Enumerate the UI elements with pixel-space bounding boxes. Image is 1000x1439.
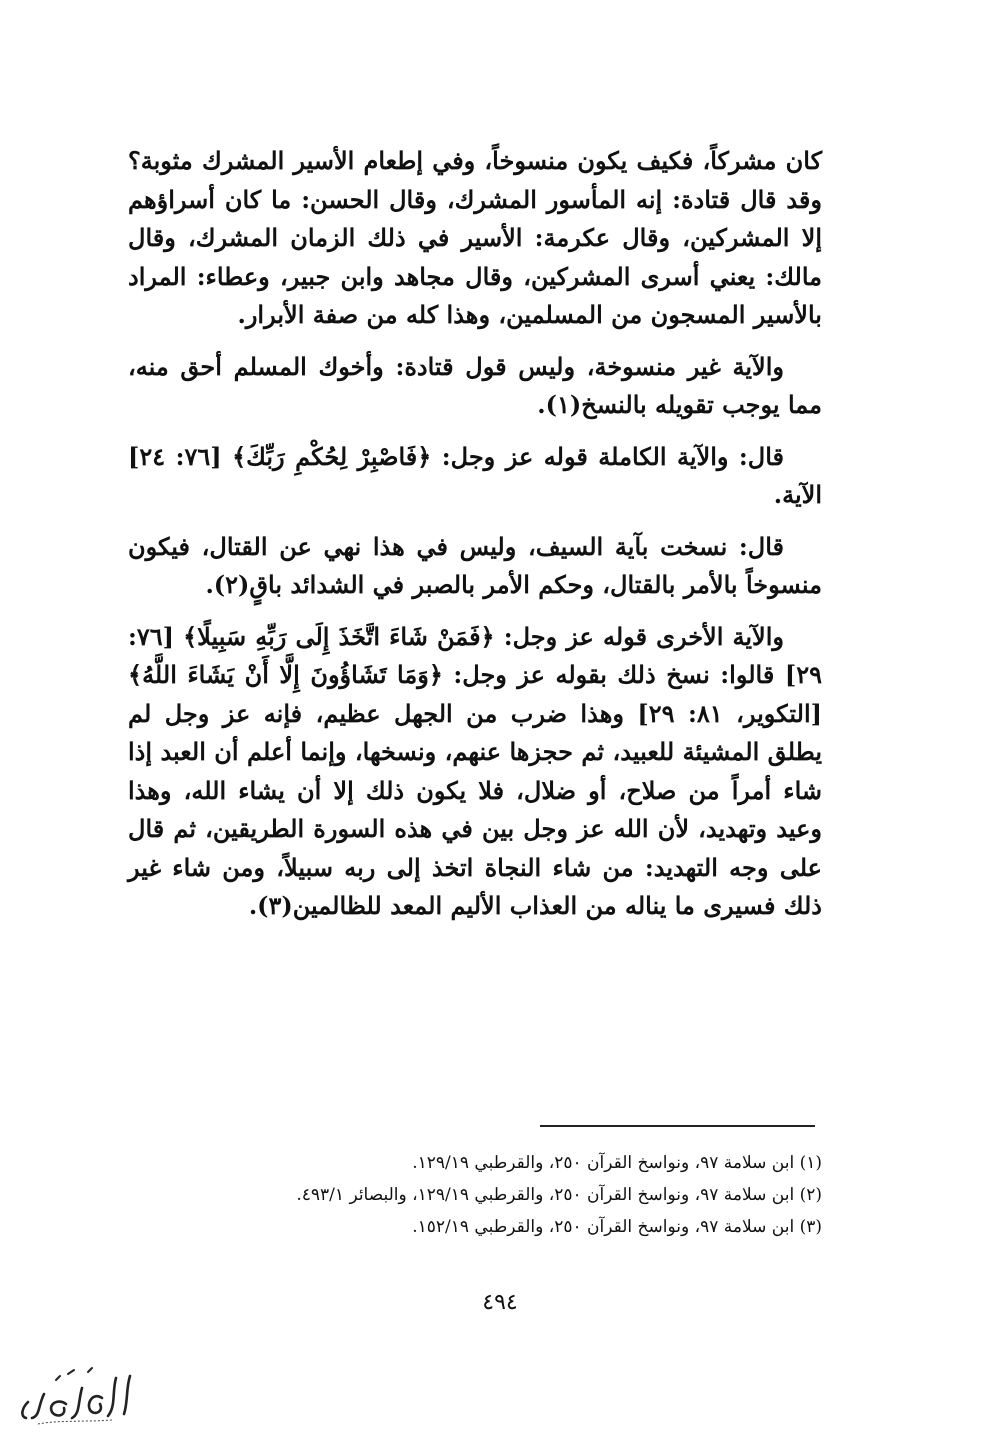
main-text [128,142,822,939]
paragraph-2: والآية غير منسوخة، وليس قول قتادة: وأخوك المسلم أحق منه، مما يوجب تقويله بالنسخ(١). [128,351,822,419]
footnote-2: (٢) ابن سلامة ٩٧، ونواسخ القرآن ٢٥٠، والقرطبي ١٢٩/١٩، والبصائر ٤٩٣/١. [296,1185,822,1205]
footnote-3: (٣) ابن سلامة ٩٧، ونواسخ القرآن ٢٥٠، والقرطبي ١٥٢/١٩. [412,1217,822,1237]
footnote-1: (١) ابن سلامة ٩٧، ونواسخ القرآن ٢٥٠، والقرطبي ١٢٩/١٩. [412,1153,822,1173]
publisher-logo-icon [8,1358,138,1432]
paragraph-4: قال: نسخت بآية السيف، وليس في هذا نهي عن القتال، فيكون منسوخاً بالأمر بالقتال، وحكم الأمر بالصبر في الشدائد باقٍ(٢). [128,531,822,599]
paragraph-5: والآية الأخرى قوله عز وجل: ﴿فَمَنْ شَاءَ اتَّخَذَ إِلَى رَبِّهِ سَبِيلًا﴾ [٧٦: ٢٩] قالوا: نسخ ذلك بقوله عز وجل: ﴿وَمَا تَشَاؤُونَ إِلَّا أَنْ يَشَاءَ اللَّهُ﴾ [التكوير، ٨١: ٢٩] وهذا ضرب من الجهل عظيم، فإنه عز وجل لم يطلق المشيئة للعبيد، ثم حجزها عنهم، ونسخها، وإنما أعلم أن العبد إذا شاء أمراً من صلاح، أو ضلال، فلا يكون ذلك إلا أن يشاء الله، وهذا وعيد وتهديد، لأن الله عز وجل بين في هذه السورة الطريقين، ثم قال على وجه التهديد: من شاء النجاة اتخذ إلى ربه سبيلاً، ومن شاء غير ذلك فسيرى ما يناله من العذاب الأليم المعد للظالمين(٣). [128,621,823,920]
paragraph-1: كان مشركاً، فكيف يكون منسوخاً، وفي إطعام الأسير المشرك مثوبة؟ وقد قال قتادة: إنه المأسور المشرك، وقال الحسن: ما كان أسراؤهم إلا المشركين، وقال عكرمة: الأسير في ذلك الزمان المشرك، وقال مالك: يعني أسرى المشركين، وقال مجاهد وابن جبير، وعطاء: المراد بالأسير المسجون من المسلمين، وهذا كله من صفة الأبرار. [128,146,822,329]
footnote-divider [540,1125,815,1127]
footnotes [150,1147,822,1243]
paragraph-3: قال: والآية الكاملة قوله عز وجل: ﴿فَاصْبِرْ لِحُكْمِ رَبِّكَ﴾ [٧٦: ٢٤] الآية. [128,441,822,509]
page-number: ٤٩٤ [482,1290,518,1315]
